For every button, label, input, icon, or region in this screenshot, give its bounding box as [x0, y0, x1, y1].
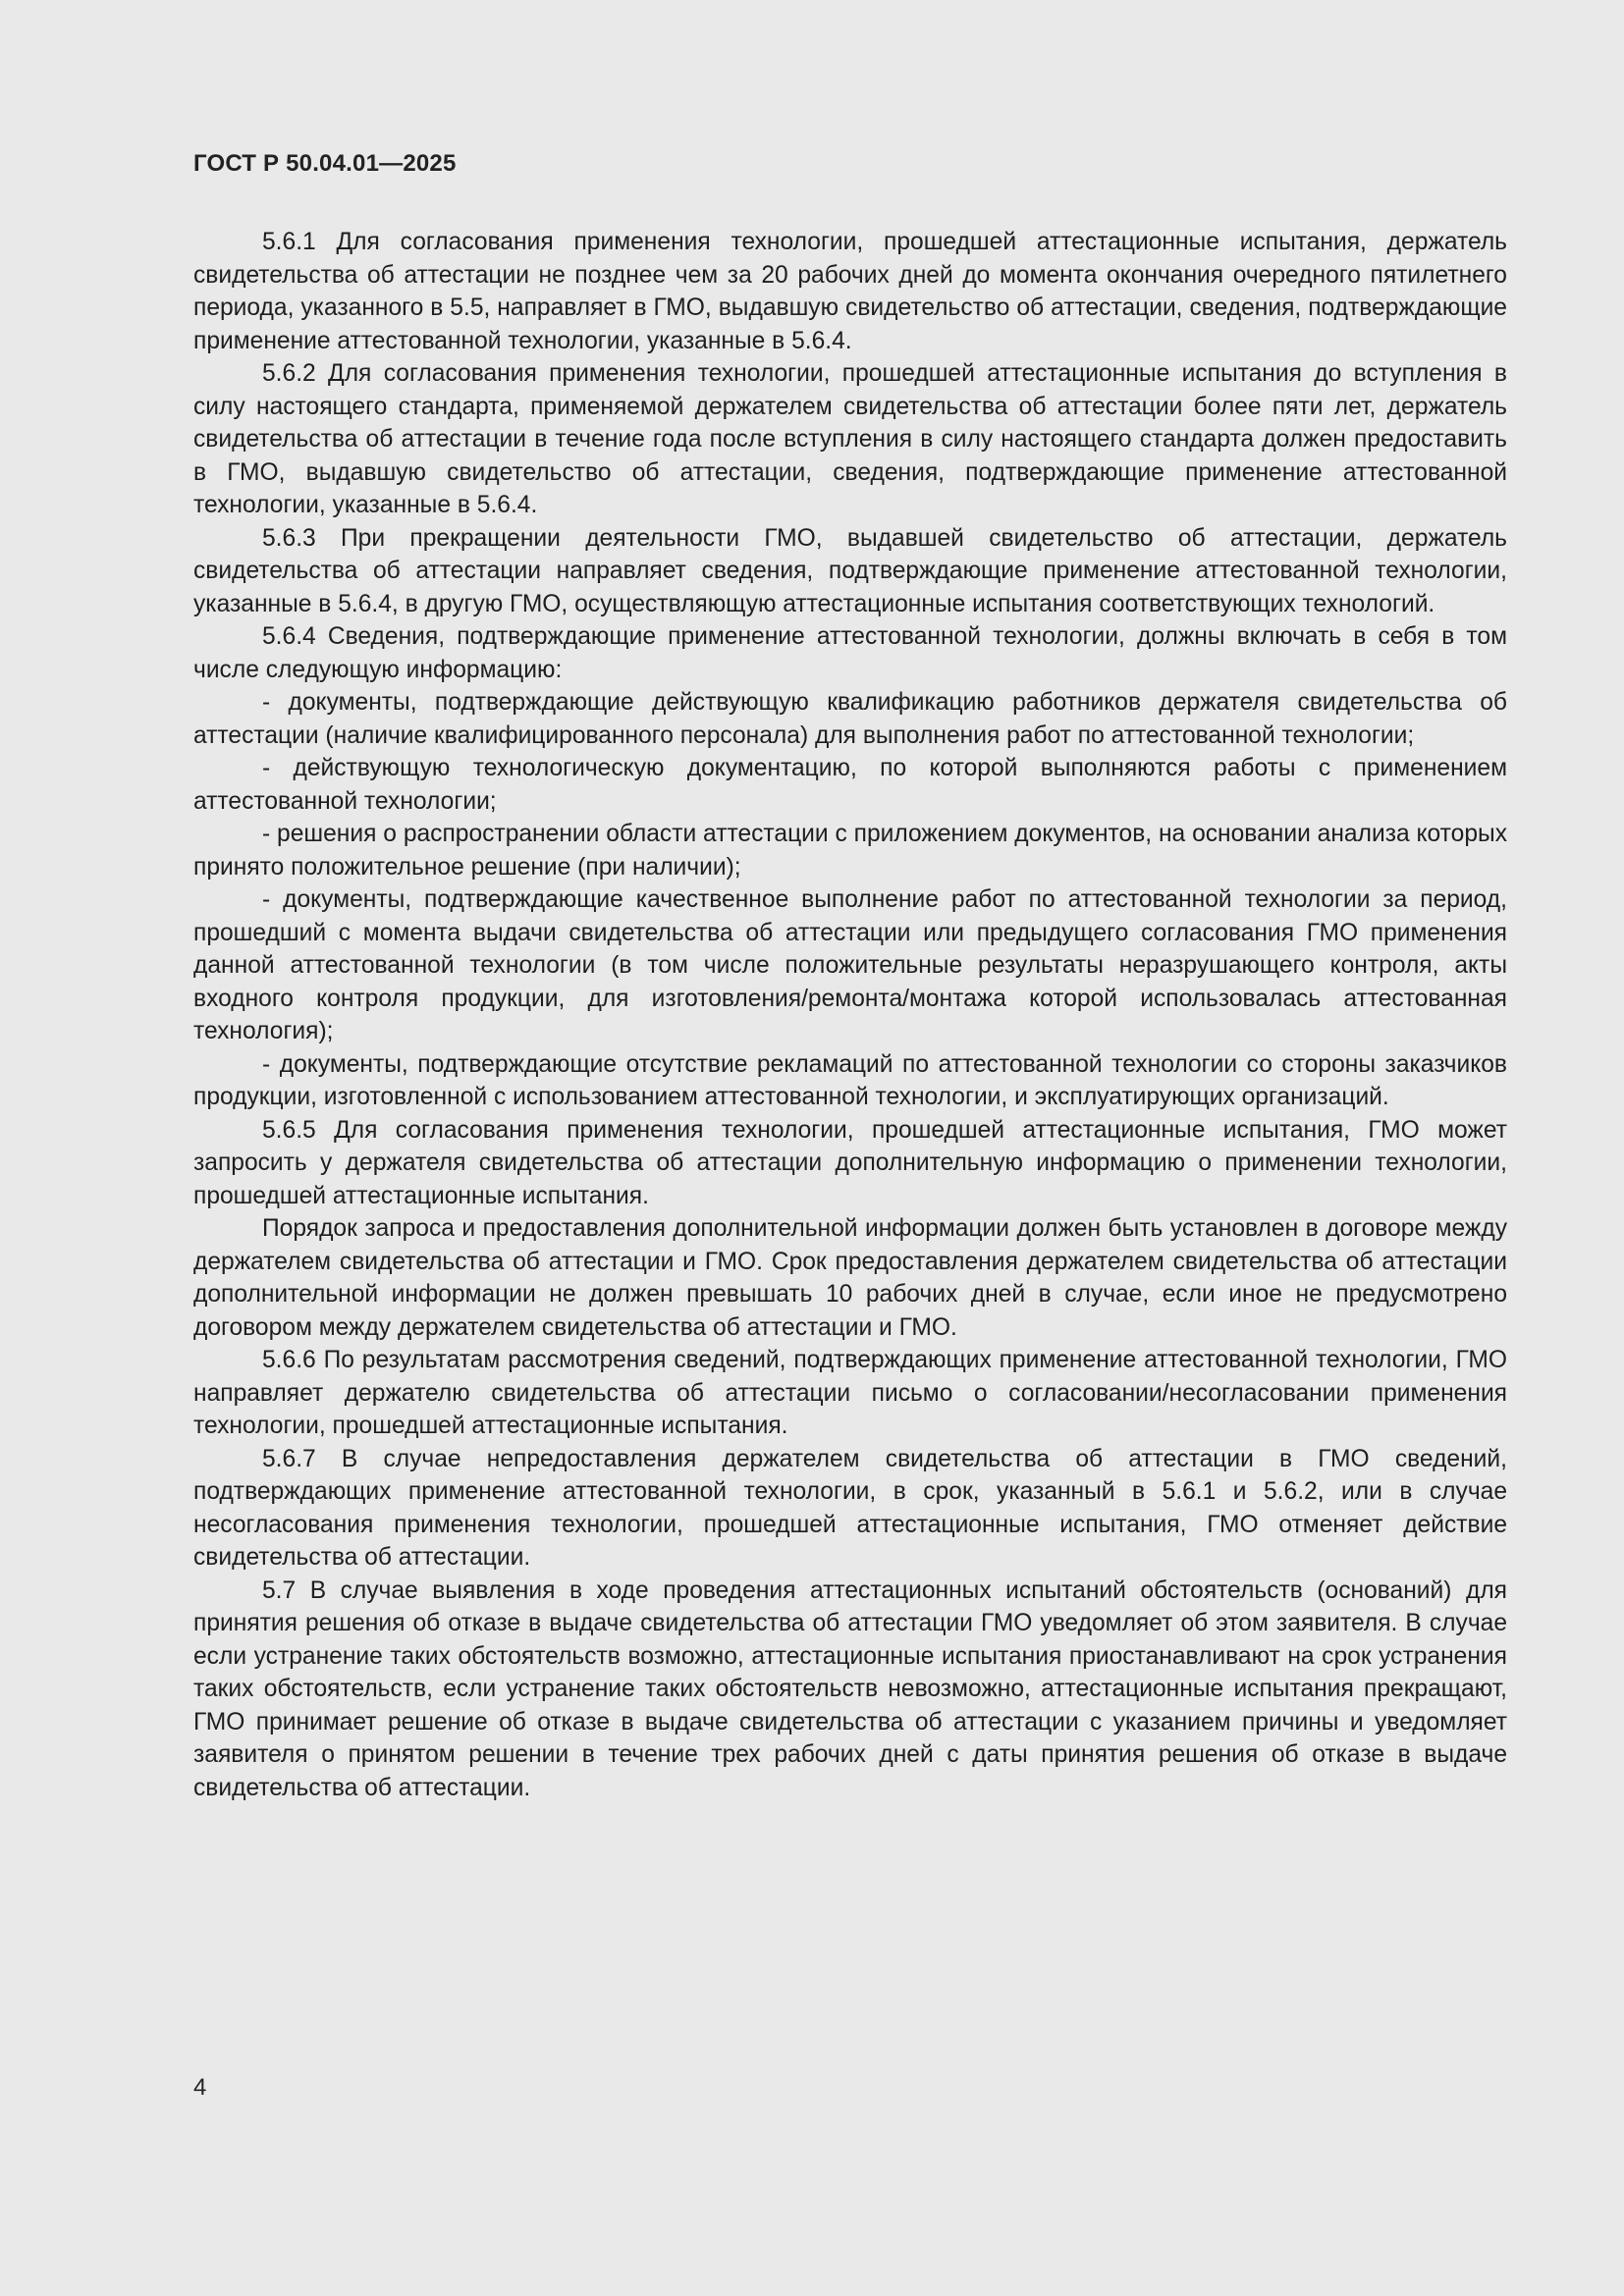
- list-item-quality-work-documents: - документы, подтверждающие качественное выполнение работ по аттестованной технологии за период, прошедший с момента выдачи свидетельства об аттестации или предыдущего согласования ГМО применения данной аттестованной технологии (в том числе положительные результаты неразрушающего контроля, акты входного контроля продукции, для изготовления/ремонта/монтажа которой использовалась аттестованная технология);: [193, 886, 1507, 1044]
- paragraph-5-6-1: 5.6.1 Для согласования применения технологии, прошедшей аттестационные испытания, держатель свидетельства об аттестации не позднее чем за 20 рабочих дней до момента окончания очередного пятилетнего периода, указанного в 5.5, направляет в ГМО, выдавшую свидетельство об аттестации, сведения, подтверждающие применение аттестованной технологии, указанные в 5.6.4.: [193, 229, 1507, 354]
- list-item-technological-documentation: - действующую технологическую документацию, по которой выполняются работы с применением аттестованной технологии;: [193, 755, 1507, 815]
- paragraph-5-6-7: 5.6.7 В случае непредоставления держателем свидетельства об аттестации в ГМО сведений, подтверждающих применение аттестованной технологии, в срок, указанный в 5.6.1 и 5.6.2, или в случае несогласования применения технологии, прошедшей аттестационные испытания, ГМО отменяет действие свидетельства об аттестации.: [193, 1445, 1507, 1571]
- paragraph-request-procedure: Порядок запроса и предоставления дополнительной информации должен быть установлен в договоре между держателем свидетельства об аттестации и ГМО. Срок предоставления держателем свидетельства об аттестации дополнительной информации не должен превышать 10 рабочих дней в случае, если иное не предусмотрено договором между держателем свидетельства об аттестации и ГМО.: [193, 1215, 1507, 1341]
- page-number: 4: [193, 2074, 207, 2101]
- paragraph-5-6-2: 5.6.2 Для согласования применения технологии, прошедшей аттестационные испытания до вступления в силу настоящего стандарта, применяемой держателем свидетельства об аттестации более пяти лет, держатель свидетельства об аттестации в течение года после вступления в силу настоящего стандарта должен предоставить в ГМО, выдавшую свидетельство об аттестации, сведения, подтверждающие применение аттестованной технологии, указанные в 5.6.4.: [193, 360, 1507, 518]
- paragraph-5-6-6: 5.6.6 По результатам рассмотрения сведений, подтверждающих применение аттестованной технологии, ГМО направляет держателю свидетельства об аттестации письмо о согласовании/несогласовании применения технологии, прошедшей аттестационные испытания.: [193, 1347, 1507, 1439]
- paragraph-5-6-4: 5.6.4 Сведения, подтверждающие применение аттестованной технологии, должны включать в себя в том числе следующую информацию:: [193, 623, 1507, 683]
- paragraph-5-6-5: 5.6.5 Для согласования применения технологии, прошедшей аттестационные испытания, ГМО может запросить у держателя свидетельства об аттестации дополнительную информацию о применении технологии, прошедшей аттестационные испытания.: [193, 1116, 1507, 1209]
- list-item-scope-extension-decisions: - решения о распространении области аттестации с приложением документов, на основании анализа которых принято положительное решение (при наличии);: [193, 821, 1507, 881]
- document-body: [193, 226, 1507, 1804]
- list-item-no-complaints-documents: - документы, подтверждающие отсутствие рекламаций по аттестованной технологии со стороны заказчиков продукции, изготовленной с использованием аттестованной технологии, и эксплуатирующих организаций.: [193, 1050, 1507, 1110]
- paragraph-5-7: 5.7 В случае выявления в ходе проведения аттестационных испытаний обстоятельств (оснований) для принятия решения об отказе в выдаче свидетельства об аттестации ГМО уведомляет об этом заявителя. В случае если устранение таких обстоятельств возможно, аттестационные испытания приостанавливают на срок устранения таких обстоятельств, если устранение таких обстоятельств невозможно, аттестационные испытания прекращают, ГМО принимает решение об отказе в выдаче свидетельства об аттестации с указанием причины и уведомляет заявителя о принятом решении в течение трех рабочих дней с даты принятия решения об отказе в выдаче свидетельства об аттестации.: [193, 1576, 1507, 1801]
- list-item-qualification-documents: - документы, подтверждающие действующую квалификацию работников держателя свидетельства об аттестации (наличие квалифицированного персонала) для выполнения работ по аттестованной технологии;: [193, 689, 1507, 749]
- paragraph-5-6-3: 5.6.3 При прекращении деятельности ГМО, выдавшей свидетельство об аттестации, держатель свидетельства об аттестации направляет сведения, подтверждающие применение аттестованной технологии, указанные в 5.6.4, в другую ГМО, осуществляющую аттестационные испытания соответствующих технологий.: [193, 524, 1507, 617]
- document-code-header: ГОСТ Р 50.04.01—2025: [193, 150, 457, 177]
